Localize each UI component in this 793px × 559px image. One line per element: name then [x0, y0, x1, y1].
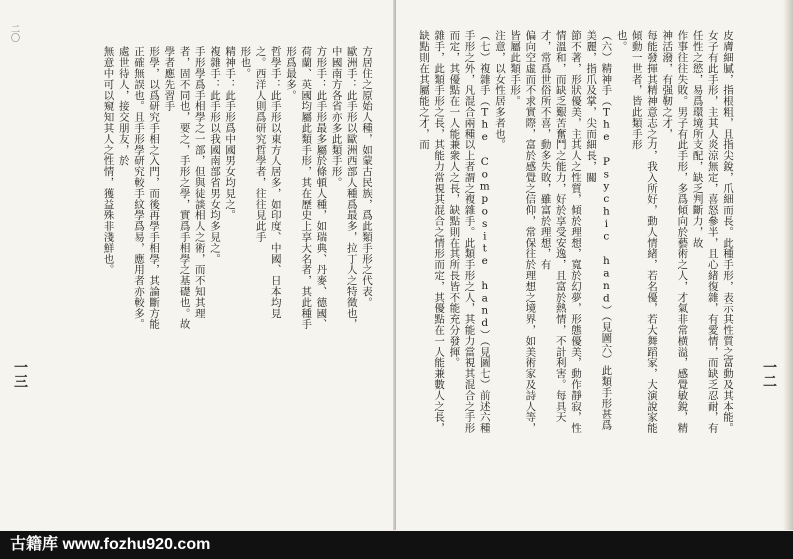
left-page-paragraph: 手形學爲手相學之一部，但與徒談相人之術，而不知其理者，固不同也，要之，手形之學，實爲手相學之基礎也。故學者應先習手 — [163, 46, 206, 330]
left-page-paragraph: 方形手：此手形最多屬於條頓人種，如瑞典、丹麥、德國、荷蘭、英國均屬此類手形，其在歷史上享大名者，其此種手形爲最多。 — [284, 46, 328, 330]
right-page-paragraph: 注意，以女性居多者也。 — [493, 30, 506, 150]
left-page-paragraph: 歐洲手：此手形以歐洲西部人種爲最多，拉丁人之特徵也，中國南方各省亦多此類手形。 — [330, 46, 358, 330]
right-page-paragraph: 雜手，此類手形之長，其能力當視其混合之情形而定，其優點在一人能兼數人之長，缺點則在其屬能之才，而 — [418, 30, 446, 434]
right-page-paragraph: 也。 — [615, 30, 628, 52]
right-page-paragraph: 皮膚細膩，指根粗，且指尖銳，爪細而長。此種手形，表示其性質之富動及其本能。女子有此手形，主其人炎涼無定，喜怒參半，且心緒復雜，有愛情，而缺乏忍耐，有任性之慾，易爲環境所支配，缺乏判斷力，故 — [691, 30, 734, 434]
right-page — [396, 0, 793, 530]
right-page-paragraph: （七）複雜手（The Composite hand）（見圖七）前述六種手形之外，凡混合兩種以上者謂之複雜手。此類手形之人，其能力當視其混合之手形而定，其優點在一人能兼衆人之長，缺點則在其所長皆不能充分發揮。 — [448, 30, 491, 434]
right-page-paragraph: 節不著，形狀優美，主其人之性質，傾於理想，寬於幻夢，形態優美，動作靜寂，性情溫和，而缺乏艱苦奮鬥之能力，好於享受安逸，且富於熱情，不計利害。每具天才，常爲世俗所不喜，動多失敗，雖富於理想，有 — [539, 30, 582, 434]
site-watermark: 古籍库 www.fozhu920.com — [0, 531, 793, 559]
left-page-paragraph: 方居住之原始人種，如蒙古民族，爲此類手形之代表。 — [361, 46, 373, 308]
right-page-text — [418, 30, 735, 440]
right-page-paragraph: 作事往往失敗。男子有此手形，多爲傾向於藝術之人，才氣非常横溢，感覺敏銳，精神活潑，有强靭之才， — [661, 30, 689, 434]
right-page-number: 一二 — [761, 360, 777, 388]
left-page — [0, 0, 396, 530]
left-page-paragraph: 無意中可以窺知其人之性情，獲益殊非淺鮮也。 — [102, 46, 115, 275]
scan-edge-shadow — [783, 0, 793, 530]
left-page-paragraph: 哲學手：此手形以東方人居多，如印度、中國、日本均見之。西洋人則爲研究哲學者，往往見此手 — [254, 46, 282, 319]
left-page-number: 一三 — [12, 360, 28, 388]
left-page-paragraph: 形學，以爲研究手相之入門，而後再學手相學，其論斷方能正確無誤也。且手形學研究較手紋學爲易，應用者亦較多。處世待人，接交朋友，於 — [117, 46, 161, 330]
margin-mark: 二〇 — [9, 24, 19, 42]
right-page-paragraph: 每能發揮其精神意志之力，我入所好，動人情緒，若名優，若大舞蹈家，大演說家能傾動一世者，皆此類手形 — [630, 30, 658, 434]
right-page-paragraph: 偏向空虛而不求實際，富於感覺之信仰，常保往於理想之境界，如美術家及詩人等，皆屬此類手形。 — [509, 30, 537, 434]
left-page-paragraph: 形也。 — [239, 46, 252, 79]
right-page-paragraph: （六）精神手（The Psychic hand）（見圖六）此類手形甚爲美麗，指爪及掌，尖而細長，關 — [585, 30, 613, 431]
left-page-text — [88, 46, 374, 336]
left-page-paragraph: 複雜手：此手形以我國南部省男女均多見之。 — [208, 46, 221, 264]
left-page-paragraph: 精神手：此手形爲中國男女均見之。 — [224, 46, 237, 221]
